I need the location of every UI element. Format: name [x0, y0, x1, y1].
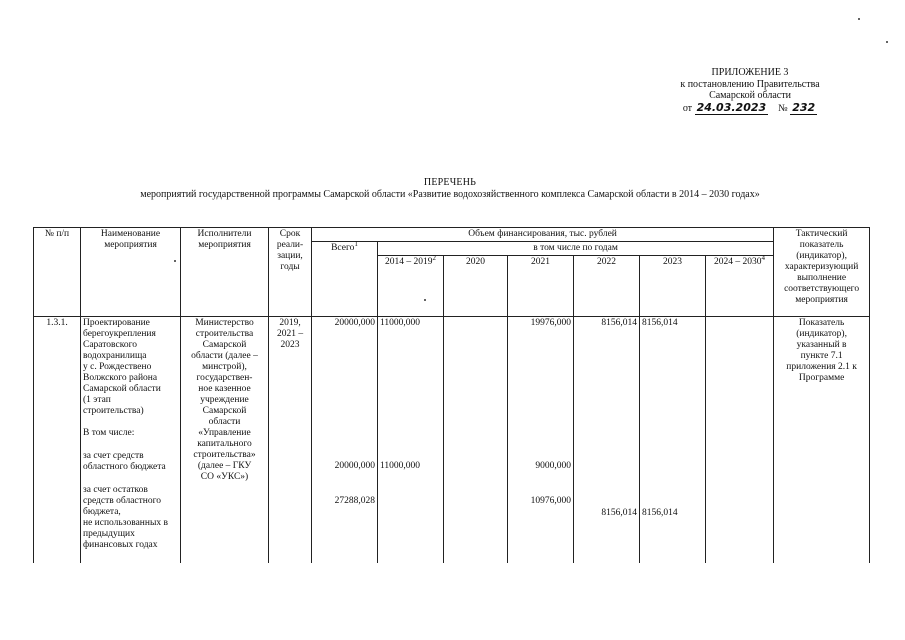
scan-speck	[858, 18, 860, 20]
sub-remainder-label: за счет остатков	[83, 485, 148, 495]
sub-remainder-y2023: 8156,014	[642, 508, 678, 518]
row-total: 20000,000 20000,000 27288,028	[312, 317, 378, 564]
row-indicator: Показатель (индикатор), указанный в пункте 7.1 приложения 2.1 к Программе	[774, 317, 870, 564]
row-executors: Министерство строительства Самарской области (далее – минстрой), государствен- ное казенное учреждение Самарской области «Управление капитального строительства» (далее – ГКУ СО «УКС»)	[181, 317, 269, 564]
table-row	[34, 317, 870, 564]
funding-table	[33, 227, 870, 563]
scan-speck	[886, 41, 888, 43]
handwritten-number: 232	[792, 100, 816, 114]
row-y2024-2030	[706, 317, 774, 564]
row-y2014-2019: 11000,000 11000,000	[378, 317, 444, 564]
header-y2023: 2023	[640, 256, 706, 317]
title-heading: ПЕРЕЧЕНЬ	[423, 177, 477, 188]
row-term: 2019, 2021 – 2023	[269, 317, 312, 564]
header-total: Всего$^1$	[312, 242, 378, 317]
header-y2020: 2020	[444, 256, 508, 317]
sub-regional-y2014: 11000,000	[380, 461, 421, 471]
sub-regional-total: 20000,000	[334, 461, 375, 471]
header-by-year: в том числе по годам	[378, 242, 774, 256]
header-funding: Объем финансирования, тыс. рублей	[312, 228, 774, 242]
header-y2024-2030: 2024 – 2030$^4$	[706, 256, 774, 317]
sub-regional-label: за счет средств	[83, 451, 144, 461]
row-y2020	[444, 317, 508, 564]
row-y2023: 8156,014 8156,014	[640, 317, 706, 564]
header-y2021: 2021	[508, 256, 574, 317]
appendix-date-line	[640, 102, 860, 115]
from-label: от	[682, 102, 693, 114]
row-y2021: 19976,000 9000,000 10976,000	[508, 317, 574, 564]
number-label: №	[778, 102, 788, 114]
sub-remainder-y2021: 10976,000	[530, 496, 571, 506]
header-indicator: Тактический показатель (индикатор), характеризующий выполнение соответствующего мероприятия	[774, 228, 870, 317]
header-y2022: 2022	[574, 256, 640, 317]
sub-remainder-y2022: 8156,014	[601, 508, 637, 518]
header-num: № п/п	[34, 228, 81, 317]
row-name: Проектирование берегоукрепления Саратовского водохранилища у с. Рождествено Волжского района Самарской области (1 этап строительства) В том числе: за счет средств областного бюджета за счет остатков средств областного бюджета, не использованных в предыдущих финансовых годах	[81, 317, 181, 564]
header-name: Наименование мероприятия	[81, 228, 181, 317]
sub-regional-y2021: 9000,000	[535, 461, 571, 471]
sub-remainder-total: 27288,028	[334, 496, 375, 506]
appendix-block	[640, 67, 860, 114]
header-term: Срок реали-зации, годы	[269, 228, 312, 317]
document-title	[60, 177, 840, 201]
header-executors: Исполнители мероприятия	[181, 228, 269, 317]
including-label: В том числе:	[83, 428, 135, 438]
title-subheading: мероприятий государственной программы Самарской области «Развитие водохозяйственного комплекса Самарской области в 2014 – 2030 годах»	[140, 189, 760, 200]
appendix-line: к постановлению Правительства	[680, 78, 820, 90]
row-y2022: 8156,014 8156,014	[574, 317, 640, 564]
row-num: 1.3.1.	[34, 317, 81, 564]
scan-speck	[174, 260, 176, 262]
header-y2014-2019: 2014 – 2019$^2$	[378, 256, 444, 317]
appendix-line: Самарской области	[709, 90, 791, 101]
appendix-title: ПРИЛОЖЕНИЕ 3	[711, 67, 789, 78]
scan-speck	[424, 299, 426, 301]
handwritten-date: 24.03.2023	[696, 100, 767, 114]
